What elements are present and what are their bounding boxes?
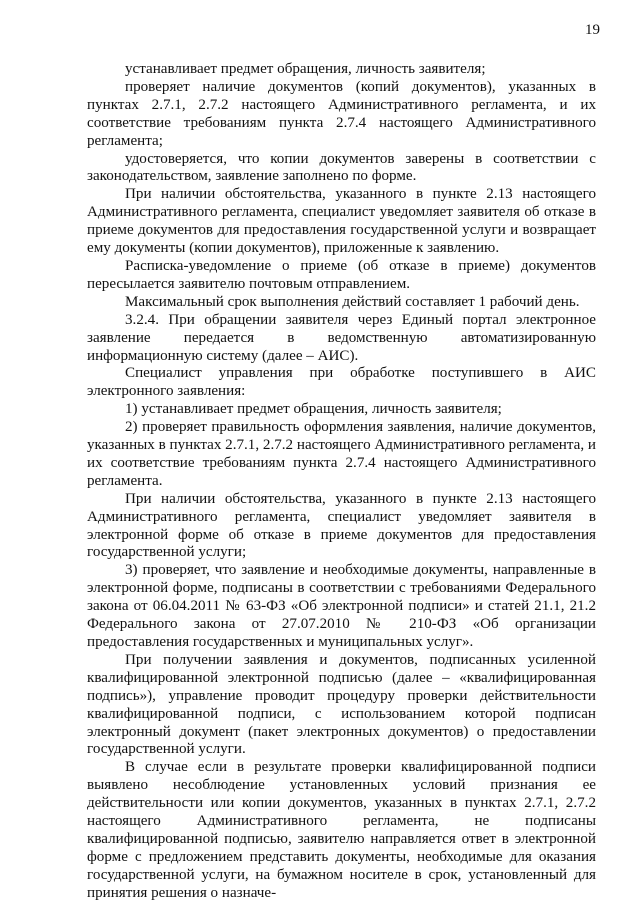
- paragraph: Максимальный срок выполнения действий составляет 1 рабочий день.: [125, 293, 580, 310]
- paragraph: устанавливает предмет обращения, личность заявителя;: [125, 61, 486, 77]
- paragraph: При получении заявления и документов, подписанных усиленной квалифицированной электронной подписью (далее – «квалифицированная подпись»), управление проводит процедуру проверки действительности квалифицированной подписи, с использованием которой подписан электронный документ (пакет электронных документов) о предоставлении государственной услуги.: [87, 651, 596, 758]
- paragraph: удостоверяется, что копии документов заверены в соответствии с законодательством, заявление заполнено по форме.: [87, 150, 596, 185]
- page-number: 19: [585, 22, 600, 38]
- paragraph: 3.2.4. При обращении заявителя через Единый портал электронное заявление передается в ведомственную автоматизированную информационную систему (далее – АИС).: [87, 311, 596, 364]
- paragraph: Специалист управления при обработке поступившего в АИС электронного заявления:: [87, 365, 596, 400]
- paragraph: 2) проверяет правильность оформления заявления, наличие документов, указанных в пунктах 2.7.1, 2.7.2 настоящего Административного регламента, и их соответствие требованиям пункта 2.7.4 настоящего Административного регламента.: [87, 419, 596, 489]
- paragraph: При наличии обстоятельства, указанного в пункте 2.13 настоящего Административного регламента, специалист уведомляет заявителя об отказе в приеме документов для предоставления государственной услуги и возвращает ему документы (копии документов), приложенные к заявлению.: [87, 186, 596, 257]
- paragraph: В случае если в результате проверки квалифицированной подписи выявлено несоблюдение установленных условий признания ее действительности или копии документов, указанных в пунктах 2.7.1, 2.7.2 настоящего Административного регламента, не подписаны квалифицированной подписью, заявителю направляется ответ в электронной форме с предложением представить документы, необходимые для оказания государственной услуги, на бумажном носителе в срок, установленный для принятия решения о назначе-: [87, 759, 596, 901]
- body-text: [87, 61, 596, 903]
- paragraph: Расписка-уведомление о приеме (об отказе в приеме) документов пересылается заявителю почтовым отправлением.: [87, 257, 596, 292]
- paragraph: 3) проверяет, что заявление и необходимые документы, направленные в электронной форме, подписаны в соответствии с требованиями Федерального закона от 06.04.2011 № 63-ФЗ «Об электронной подписи» и статей 21.1, 21.2 Федерального закона от 27.07.2010 № 210-ФЗ «Об организации предоставления государственных и муниципальных услуг».: [87, 562, 596, 650]
- paragraph: При наличии обстоятельства, указанного в пункте 2.13 настоящего Административного регламента, специалист уведомляет заявителя в электронной форме об отказе в приеме документов для предоставления государственной услуги;: [87, 490, 596, 561]
- paragraph: 1) устанавливает предмет обращения, личность заявителя;: [125, 401, 502, 418]
- paragraph: проверяет наличие документов (копий документов), указанных в пунктах 2.7.1, 2.7.2 настоящего Административного регламента, и их соответствие требованиям пункта 2.7.4 настоящего Административного регламента;: [87, 78, 596, 149]
